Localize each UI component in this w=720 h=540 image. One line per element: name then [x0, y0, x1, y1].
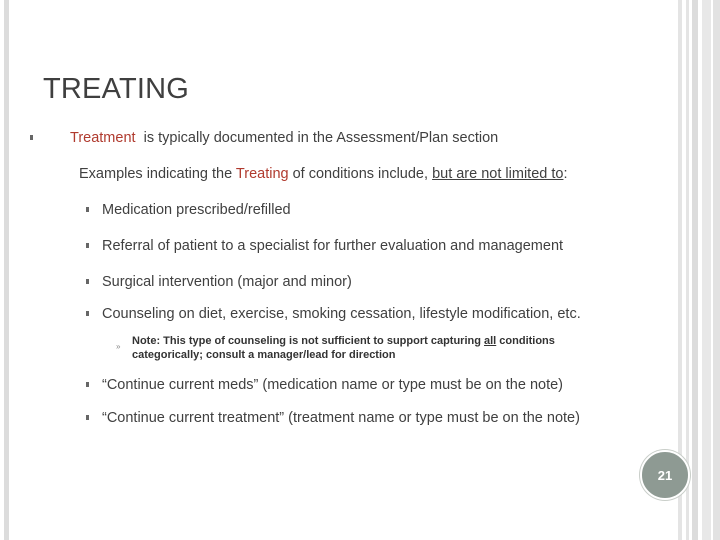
list-item: “Continue current meds” (medication name or type must be on the note)	[102, 377, 564, 393]
examples-underlined: but are not limited to	[432, 166, 564, 182]
examples-highlight: Treating	[235, 166, 289, 182]
note-suffix: conditions categorically; consult a manager/lead for direction	[132, 335, 558, 361]
intro-highlight: Treatment	[70, 130, 136, 146]
examples-suffix: :	[563, 166, 568, 182]
slide-title: TREATING	[43, 73, 190, 105]
examples-prefix: Examples indicating the	[79, 166, 236, 182]
bullet-icon	[86, 207, 89, 212]
intro-text: is typically documented in the Assessment/Plan section	[135, 130, 499, 146]
right-decor-stripe	[692, 0, 698, 540]
bullet-icon	[30, 135, 33, 140]
right-decor-stripe	[702, 0, 711, 540]
bullet-icon	[86, 311, 89, 316]
counseling-note	[132, 335, 612, 362]
note-underlined: all	[484, 335, 497, 347]
list-item: Medication prescribed/refilled	[102, 202, 291, 218]
list-item: Surgical intervention (major and minor)	[102, 274, 352, 290]
list-item: “Continue current treatment” (treatment name or type must be on the note)	[102, 410, 580, 426]
right-decor-stripe	[686, 0, 689, 540]
sub-bullet-icon: »	[116, 342, 121, 351]
bullet-icon	[86, 382, 89, 387]
right-decor-stripe	[713, 0, 720, 540]
examples-middle: of conditions include,	[288, 166, 433, 182]
bullet-icon	[86, 279, 89, 284]
left-decor-bar	[4, 0, 9, 540]
bullet-icon	[86, 415, 89, 420]
bullet-icon	[86, 243, 89, 248]
page-number-badge: 21	[640, 450, 690, 500]
list-item: Counseling on diet, exercise, smoking cessation, lifestyle modification, etc.	[102, 306, 581, 322]
note-prefix: Note: This type of counseling is not sufficient to support capturing	[132, 335, 484, 347]
list-item: Referral of patient to a specialist for further evaluation and management	[102, 238, 564, 254]
examples-line	[79, 166, 567, 182]
intro-line	[70, 130, 498, 146]
